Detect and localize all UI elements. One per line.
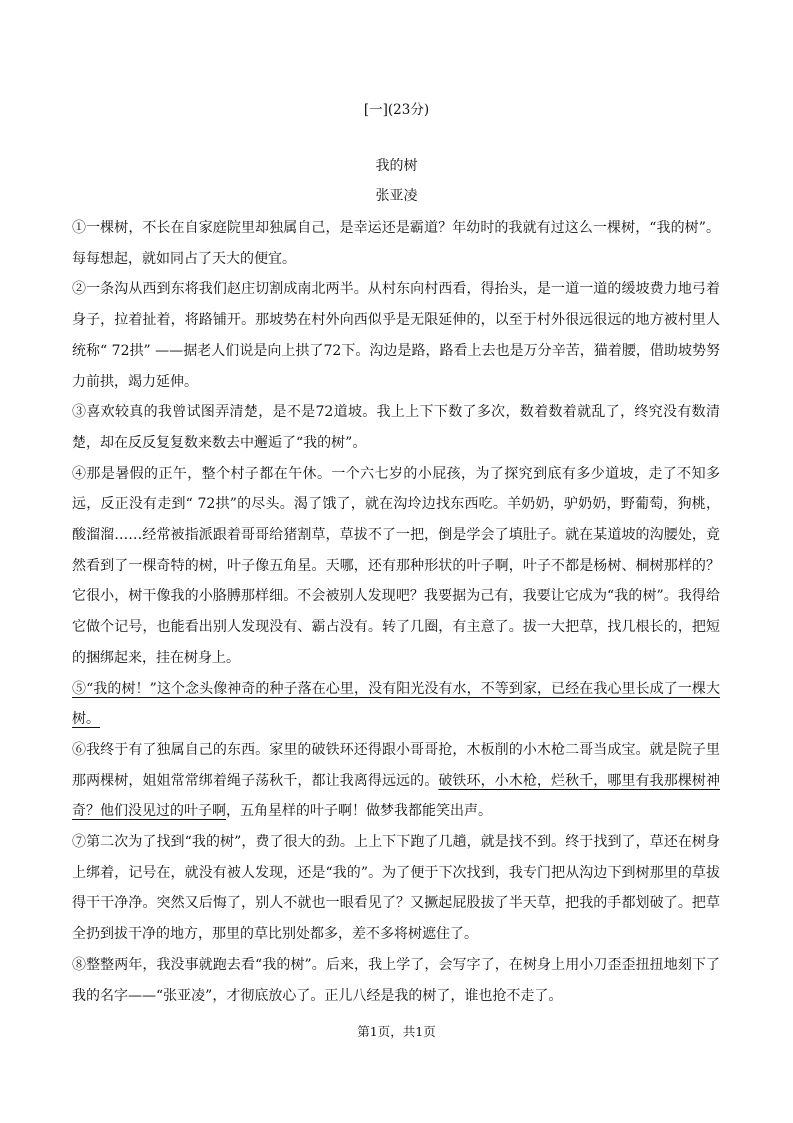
paragraph-4: ④那是暑假的正午，整个村子都在午休。一个六七岁的小屁孩，为了探究到底有多少道坡，走了不知多远，反正没有走到“ 72拱”的尽头。渴了饿了，就在沟坽边找东西吃。羊奶奶，驴奶奶，野葡萄，狗桃，酸溜溜……经常被指派跟着哥哥给猪割草，草拔不了一把，倒是学会了填肚子。就在某道坡的沟腰处，竟然看到了一棵奇特的树，叶子像五角星。天哪，还有那种形状的叶子啊，叶子不都是杨树、桐树那样的？它很小，树干像我的小胳膊那样细。不会被别人发现吧？我要据为己有，我要让它成为“我的树”。我得给它做个记号，也能看出别人发现没有、霸占没有。转了几圈，有主意了。拔一大把草，找几根长的，把短的捆绑起来，挂在树身上。 [72,465,720,666]
paragraph-6-plain: ⑥我终于有了独属自己的东西。家里的破铁环还得跟小哥哥抢，木板削的小木枪二哥当成宝。就是院子里那两棵树，姐姐常常绑着绳子荡秋千，都让我离得远远的。 [72,741,720,789]
section-header: [一](23分) [363,102,430,118]
paragraph-5-underlined: ⑤“我的树！”这个念头像神奇的种子落在心里，没有阳光没有水，不等到家，已经在我心里长成了一棵大树。 [72,680,720,728]
paragraph-6-tail: ，五角星样的叶子啊！做梦我都能笑出声。 [226,803,492,820]
article-title: 我的树 [375,158,418,174]
paragraph-6-underlined: 破铁环，小木枪，烂秋千，哪里有我那棵树神奇？他们没见过的叶子啊 [72,772,721,820]
paragraph-6 [72,735,720,827]
article-author: 张亚凌 [375,188,418,204]
paragraph-2: ②一条沟从西到东将我们赵庄切割成南北两半。从村东向村西看，得抬头，是一道一道的缓坡费力地弓着身子，拉着扯着，将路铺开。那坡势在村外向西似乎是无限延伸的，以至于村外很远很远的地方被村里人统称“ 72拱” ——据老人们说是向上拱了72下。沟边是路，路看上去也是万分辛苦，猫着腰，借助坡势努力前拱，竭力延伸。 [72,281,720,390]
paragraph-3: ③喜欢较真的我曾试图弄清楚，是不是72道坡。我上上下下数了多次，数着数着就乱了，终究没有数清楚，却在反反复复数来数去中邂逅了“我的树”。 [72,404,720,451]
article-body [72,213,720,1011]
paragraph-8: ⑧整整两年，我没事就跑去看“我的树”。后来，我上学了，会写字了，在树身上用小刀歪歪扭扭地刻下了我的名字——“张亚凌”，才彻底放心了。正儿八经是我的树了，谁也抢不走了。 [72,956,720,1004]
page-footer: 第1页，共1页 [357,1024,436,1039]
paragraph-7: ⑦第二次为了找到“我的树”，费了很大的劲。上上下下跑了几趟，就是找不到。终于找到了，草还在树身上绑着，记号在，就没有被人发现，还是“我的”。为了便于下次找到，我专门把从沟边下到树那里的草拔得干干净净。突然又后悔了，别人不就也一眼看见了？又撅起屁股拔了半天草，把我的手都划破了。把草全扔到拔干净的地方，那里的草比别处都多，差不多将树遮住了。 [72,834,720,943]
paragraph-1: ①一棵树，不长在自家庭院里却独属自己，是幸运还是霸道？年幼时的我就有过这么一棵树，“我的树”。每每想起，就如同占了天大的便宜。 [72,220,720,267]
